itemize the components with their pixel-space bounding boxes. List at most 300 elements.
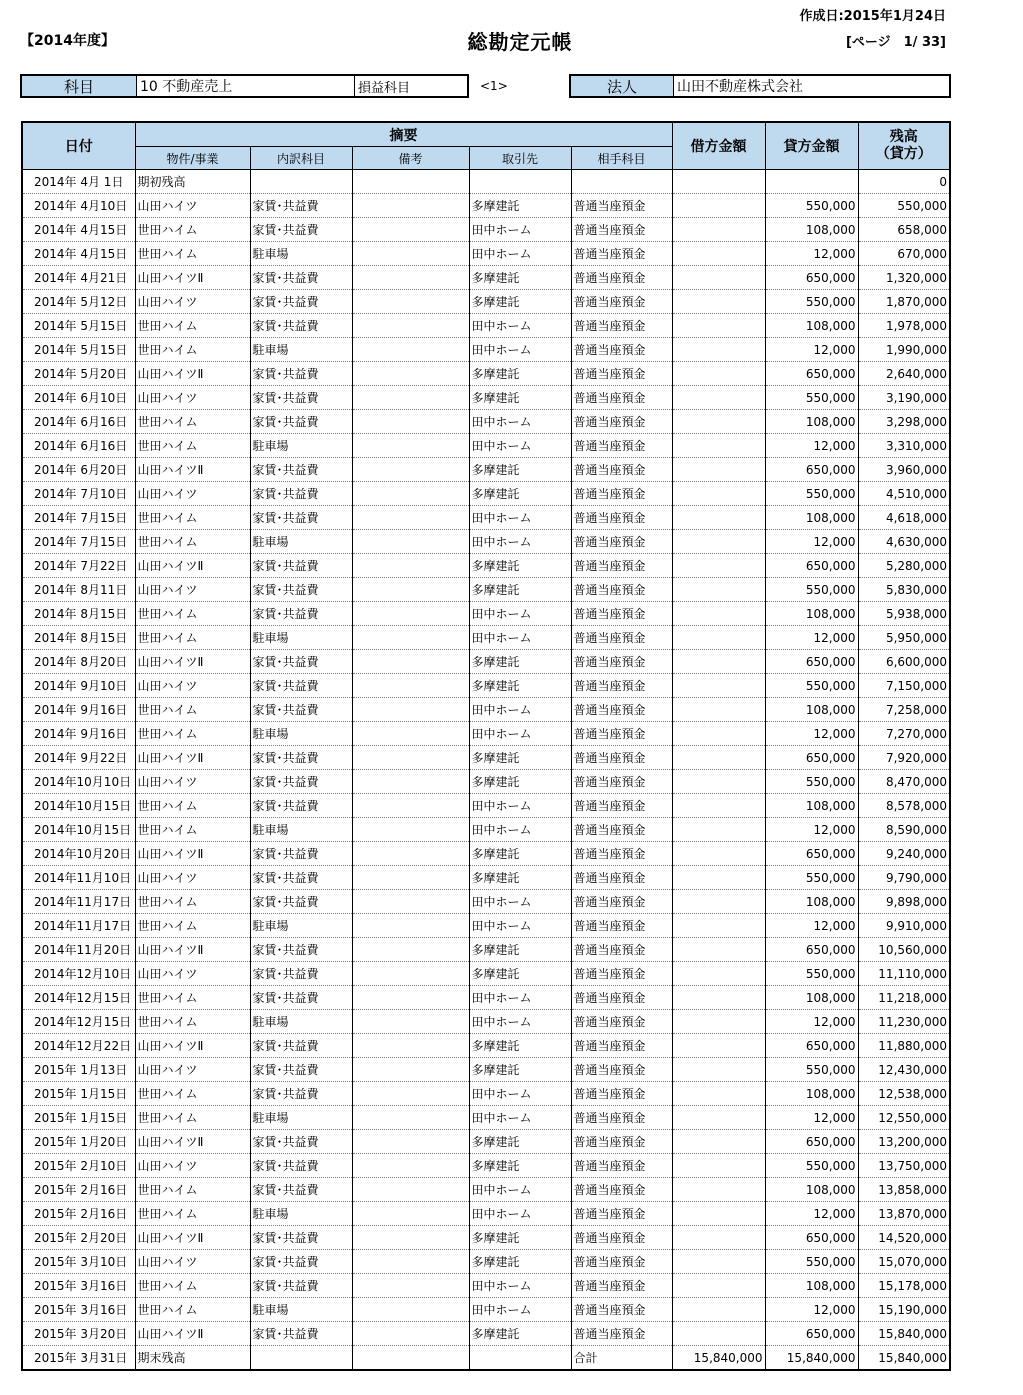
cell-breakdown: 家賃･共益費 bbox=[250, 218, 352, 242]
cell-counter: 普通当座預金 bbox=[571, 914, 672, 938]
cell-breakdown: 家賃･共益費 bbox=[250, 962, 352, 986]
cell-date: 2014年12月22日 bbox=[22, 1034, 135, 1058]
cell-debit bbox=[672, 866, 765, 890]
cell-breakdown: 駐車場 bbox=[250, 434, 352, 458]
cell-debit bbox=[672, 1082, 765, 1106]
cell-credit: 12,000 bbox=[765, 1298, 858, 1322]
cell-balance: 3,960,000 bbox=[858, 458, 950, 482]
cell-balance: 15,840,000 bbox=[858, 1322, 950, 1346]
account-sequence: <1> bbox=[480, 79, 508, 93]
cell-partner: 田中ホーム bbox=[469, 314, 571, 338]
cell-date: 2014年 4月10日 bbox=[22, 194, 135, 218]
cell-credit: 12,000 bbox=[765, 722, 858, 746]
cell-property: 山田ハイツⅡ bbox=[135, 1034, 250, 1058]
cell-breakdown: 家賃･共益費 bbox=[250, 1034, 352, 1058]
cell-partner: 田中ホーム bbox=[469, 1202, 571, 1226]
cell-property: 世田ハイム bbox=[135, 602, 250, 626]
table-row bbox=[22, 890, 950, 914]
table-row bbox=[22, 434, 950, 458]
cell-debit bbox=[672, 554, 765, 578]
cell-balance: 7,150,000 bbox=[858, 674, 950, 698]
table-row bbox=[22, 1058, 950, 1082]
fiscal-year: 【2014年度】 bbox=[20, 33, 115, 49]
cell-debit bbox=[672, 1058, 765, 1082]
cell-remarks bbox=[352, 674, 469, 698]
cell-remarks bbox=[352, 1178, 469, 1202]
cell-partner: 田中ホーム bbox=[469, 1274, 571, 1298]
cell-date: 2014年 4月15日 bbox=[22, 242, 135, 266]
cell-date: 2014年10月15日 bbox=[22, 794, 135, 818]
cell-breakdown bbox=[250, 170, 352, 194]
col-header-summary: 摘要 bbox=[135, 122, 672, 147]
cell-remarks bbox=[352, 938, 469, 962]
cell-breakdown: 家賃･共益費 bbox=[250, 1082, 352, 1106]
cell-date: 2015年 2月16日 bbox=[22, 1202, 135, 1226]
cell-counter: 普通当座預金 bbox=[571, 866, 672, 890]
cell-property: 山田ハイツⅡ bbox=[135, 458, 250, 482]
cell-partner bbox=[469, 1346, 571, 1371]
corporation-value: 山田不動産株式会社 bbox=[677, 79, 803, 95]
cell-date: 2015年 2月16日 bbox=[22, 1178, 135, 1202]
cell-date: 2014年 4月21日 bbox=[22, 266, 135, 290]
table-row bbox=[22, 962, 950, 986]
cell-credit: 650,000 bbox=[765, 266, 858, 290]
cell-date: 2014年11月17日 bbox=[22, 890, 135, 914]
cell-debit: 15,840,000 bbox=[672, 1346, 765, 1371]
cell-remarks bbox=[352, 1322, 469, 1346]
table-row bbox=[22, 722, 950, 746]
account-box bbox=[20, 74, 469, 98]
cell-property: 山田ハイツ bbox=[135, 962, 250, 986]
cell-partner: 多摩建託 bbox=[469, 1154, 571, 1178]
cell-partner: 多摩建託 bbox=[469, 962, 571, 986]
cell-balance: 3,310,000 bbox=[858, 434, 950, 458]
cell-counter: 普通当座預金 bbox=[571, 242, 672, 266]
cell-credit: 12,000 bbox=[765, 242, 858, 266]
cell-property: 期末残高 bbox=[135, 1346, 250, 1371]
cell-balance: 12,538,000 bbox=[858, 1082, 950, 1106]
cell-date: 2014年10月20日 bbox=[22, 842, 135, 866]
cell-debit bbox=[672, 1178, 765, 1202]
table-row bbox=[22, 866, 950, 890]
cell-date: 2014年 9月16日 bbox=[22, 698, 135, 722]
cell-breakdown bbox=[250, 1346, 352, 1371]
cell-breakdown: 家賃･共益費 bbox=[250, 986, 352, 1010]
cell-counter: 普通当座預金 bbox=[571, 290, 672, 314]
table-row bbox=[22, 266, 950, 290]
cell-date: 2014年11月17日 bbox=[22, 914, 135, 938]
cell-date: 2015年 3月20日 bbox=[22, 1322, 135, 1346]
cell-debit bbox=[672, 410, 765, 434]
cell-remarks bbox=[352, 650, 469, 674]
cell-breakdown: 家賃･共益費 bbox=[250, 890, 352, 914]
table-row bbox=[22, 1154, 950, 1178]
cell-counter: 普通当座預金 bbox=[571, 506, 672, 530]
cell-balance: 5,830,000 bbox=[858, 578, 950, 602]
cell-breakdown: 駐車場 bbox=[250, 1298, 352, 1322]
cell-debit bbox=[672, 1106, 765, 1130]
cell-debit bbox=[672, 1250, 765, 1274]
table-row bbox=[22, 170, 950, 194]
cell-date: 2014年10月10日 bbox=[22, 770, 135, 794]
cell-remarks bbox=[352, 506, 469, 530]
cell-remarks bbox=[352, 842, 469, 866]
cell-date: 2014年 5月15日 bbox=[22, 314, 135, 338]
table-row bbox=[22, 482, 950, 506]
cell-balance: 3,190,000 bbox=[858, 386, 950, 410]
cell-partner: 多摩建託 bbox=[469, 194, 571, 218]
cell-counter: 普通当座預金 bbox=[571, 1106, 672, 1130]
cell-breakdown: 駐車場 bbox=[250, 818, 352, 842]
cell-balance: 0 bbox=[858, 170, 950, 194]
cell-property: 世田ハイム bbox=[135, 818, 250, 842]
cell-counter: 普通当座預金 bbox=[571, 1298, 672, 1322]
cell-breakdown: 家賃･共益費 bbox=[250, 842, 352, 866]
cell-balance: 5,938,000 bbox=[858, 602, 950, 626]
cell-property: 山田ハイツⅡ bbox=[135, 1226, 250, 1250]
cell-breakdown: 家賃･共益費 bbox=[250, 554, 352, 578]
cell-credit: 650,000 bbox=[765, 362, 858, 386]
cell-counter: 普通当座預金 bbox=[571, 1130, 672, 1154]
cell-partner: 田中ホーム bbox=[469, 434, 571, 458]
cell-date: 2014年 8月20日 bbox=[22, 650, 135, 674]
cell-remarks bbox=[352, 194, 469, 218]
cell-credit: 108,000 bbox=[765, 218, 858, 242]
cell-debit bbox=[672, 1226, 765, 1250]
cell-credit: 550,000 bbox=[765, 1250, 858, 1274]
cell-debit bbox=[672, 650, 765, 674]
cell-partner: 田中ホーム bbox=[469, 602, 571, 626]
cell-breakdown: 家賃･共益費 bbox=[250, 938, 352, 962]
cell-remarks bbox=[352, 1034, 469, 1058]
table-row bbox=[22, 1130, 950, 1154]
cell-balance: 9,790,000 bbox=[858, 866, 950, 890]
cell-date: 2014年11月10日 bbox=[22, 866, 135, 890]
cell-property: 山田ハイツ bbox=[135, 1154, 250, 1178]
cell-partner: 田中ホーム bbox=[469, 1010, 571, 1034]
cell-property: 山田ハイツⅡ bbox=[135, 650, 250, 674]
cell-breakdown: 家賃･共益費 bbox=[250, 650, 352, 674]
cell-remarks bbox=[352, 722, 469, 746]
cell-breakdown: 家賃･共益費 bbox=[250, 386, 352, 410]
cell-credit: 108,000 bbox=[765, 986, 858, 1010]
cell-date: 2015年 3月10日 bbox=[22, 1250, 135, 1274]
cell-balance: 13,750,000 bbox=[858, 1154, 950, 1178]
cell-date: 2014年 5月15日 bbox=[22, 338, 135, 362]
cell-partner: 田中ホーム bbox=[469, 242, 571, 266]
cell-debit bbox=[672, 698, 765, 722]
cell-credit: 650,000 bbox=[765, 1226, 858, 1250]
cell-remarks bbox=[352, 746, 469, 770]
cell-date: 2014年 7月15日 bbox=[22, 530, 135, 554]
cell-credit: 12,000 bbox=[765, 1202, 858, 1226]
cell-date: 2015年 3月16日 bbox=[22, 1298, 135, 1322]
cell-debit bbox=[672, 506, 765, 530]
cell-partner: 多摩建託 bbox=[469, 1034, 571, 1058]
cell-credit: 108,000 bbox=[765, 1178, 858, 1202]
table-row bbox=[22, 626, 950, 650]
cell-partner: 田中ホーム bbox=[469, 986, 571, 1010]
cell-date: 2014年 6月16日 bbox=[22, 434, 135, 458]
cell-date: 2015年 1月20日 bbox=[22, 1130, 135, 1154]
cell-counter: 普通当座預金 bbox=[571, 1058, 672, 1082]
cell-breakdown: 家賃･共益費 bbox=[250, 770, 352, 794]
cell-partner: 田中ホーム bbox=[469, 1106, 571, 1130]
cell-credit: 650,000 bbox=[765, 938, 858, 962]
cell-debit bbox=[672, 1034, 765, 1058]
cell-date: 2014年 4月 1日 bbox=[22, 170, 135, 194]
cell-counter: 普通当座預金 bbox=[571, 458, 672, 482]
cell-balance: 670,000 bbox=[858, 242, 950, 266]
cell-credit: 650,000 bbox=[765, 746, 858, 770]
cell-breakdown: 家賃･共益費 bbox=[250, 1154, 352, 1178]
cell-credit: 108,000 bbox=[765, 794, 858, 818]
cell-property: 山田ハイツ bbox=[135, 290, 250, 314]
cell-debit bbox=[672, 842, 765, 866]
cell-date: 2015年 1月13日 bbox=[22, 1058, 135, 1082]
cell-remarks bbox=[352, 866, 469, 890]
cell-breakdown: 駐車場 bbox=[250, 338, 352, 362]
cell-balance: 12,430,000 bbox=[858, 1058, 950, 1082]
cell-counter: 普通当座預金 bbox=[571, 1082, 672, 1106]
cell-partner: 多摩建託 bbox=[469, 386, 571, 410]
cell-counter: 普通当座預金 bbox=[571, 794, 672, 818]
cell-debit bbox=[672, 1154, 765, 1178]
cell-breakdown: 駐車場 bbox=[250, 626, 352, 650]
cell-credit: 550,000 bbox=[765, 578, 858, 602]
cell-remarks bbox=[352, 314, 469, 338]
cell-property: 山田ハイツⅡ bbox=[135, 746, 250, 770]
cell-remarks bbox=[352, 578, 469, 602]
cell-breakdown: 駐車場 bbox=[250, 1010, 352, 1034]
cell-breakdown: 家賃･共益費 bbox=[250, 602, 352, 626]
table-row bbox=[22, 578, 950, 602]
cell-property: 世田ハイム bbox=[135, 1298, 250, 1322]
table-row bbox=[22, 314, 950, 338]
cell-counter: 普通当座預金 bbox=[571, 1178, 672, 1202]
cell-debit bbox=[672, 626, 765, 650]
cell-balance: 11,218,000 bbox=[858, 986, 950, 1010]
cell-credit: 12,000 bbox=[765, 1010, 858, 1034]
cell-credit: 550,000 bbox=[765, 866, 858, 890]
cell-property: 山田ハイツ bbox=[135, 482, 250, 506]
cell-counter: 普通当座預金 bbox=[571, 410, 672, 434]
cell-debit bbox=[672, 218, 765, 242]
cell-counter: 普通当座預金 bbox=[571, 1274, 672, 1298]
cell-debit bbox=[672, 890, 765, 914]
page-title: 総勘定元帳 bbox=[467, 30, 573, 54]
cell-property: 世田ハイム bbox=[135, 914, 250, 938]
cell-partner: 田中ホーム bbox=[469, 1178, 571, 1202]
cell-counter: 普通当座預金 bbox=[571, 218, 672, 242]
cell-property: 世田ハイム bbox=[135, 626, 250, 650]
cell-partner: 多摩建託 bbox=[469, 482, 571, 506]
cell-date: 2014年12月15日 bbox=[22, 986, 135, 1010]
cell-property: 山田ハイツⅡ bbox=[135, 266, 250, 290]
cell-date: 2015年 2月20日 bbox=[22, 1226, 135, 1250]
cell-debit bbox=[672, 914, 765, 938]
cell-counter: 普通当座預金 bbox=[571, 1322, 672, 1346]
cell-credit: 650,000 bbox=[765, 650, 858, 674]
cell-property: 山田ハイツⅡ bbox=[135, 554, 250, 578]
cell-remarks bbox=[352, 290, 469, 314]
cell-remarks bbox=[352, 554, 469, 578]
cell-date: 2014年 6月10日 bbox=[22, 386, 135, 410]
cell-remarks bbox=[352, 482, 469, 506]
cell-debit bbox=[672, 1298, 765, 1322]
col-header-property: 物件/事業 bbox=[135, 147, 250, 170]
cell-credit: 12,000 bbox=[765, 818, 858, 842]
cell-counter: 普通当座預金 bbox=[571, 362, 672, 386]
cell-property: 山田ハイツ bbox=[135, 770, 250, 794]
cell-balance: 550,000 bbox=[858, 194, 950, 218]
cell-breakdown: 家賃･共益費 bbox=[250, 698, 352, 722]
cell-counter: 普通当座預金 bbox=[571, 722, 672, 746]
cell-debit bbox=[672, 1274, 765, 1298]
cell-balance: 2,640,000 bbox=[858, 362, 950, 386]
cell-date: 2014年 8月11日 bbox=[22, 578, 135, 602]
cell-debit bbox=[672, 770, 765, 794]
cell-counter: 普通当座預金 bbox=[571, 338, 672, 362]
cell-property: 山田ハイツ bbox=[135, 866, 250, 890]
cell-partner: 田中ホーム bbox=[469, 218, 571, 242]
cell-credit: 650,000 bbox=[765, 842, 858, 866]
cell-breakdown: 駐車場 bbox=[250, 914, 352, 938]
cell-breakdown: 家賃･共益費 bbox=[250, 506, 352, 530]
table-row bbox=[22, 602, 950, 626]
cell-property: 世田ハイム bbox=[135, 434, 250, 458]
table-row bbox=[22, 818, 950, 842]
cell-date: 2014年 9月22日 bbox=[22, 746, 135, 770]
cell-property: 期初残高 bbox=[135, 170, 250, 194]
cell-debit bbox=[672, 1010, 765, 1034]
cell-balance: 15,840,000 bbox=[858, 1346, 950, 1371]
cell-balance: 3,298,000 bbox=[858, 410, 950, 434]
cell-breakdown: 家賃･共益費 bbox=[250, 482, 352, 506]
cell-remarks bbox=[352, 1010, 469, 1034]
cell-breakdown: 家賃･共益費 bbox=[250, 266, 352, 290]
cell-breakdown: 家賃･共益費 bbox=[250, 1250, 352, 1274]
cell-balance: 14,520,000 bbox=[858, 1226, 950, 1250]
cell-remarks bbox=[352, 1250, 469, 1274]
cell-remarks bbox=[352, 818, 469, 842]
cell-breakdown: 家賃･共益費 bbox=[250, 1226, 352, 1250]
cell-remarks bbox=[352, 170, 469, 194]
table-row bbox=[22, 1034, 950, 1058]
cell-property: 山田ハイツ bbox=[135, 386, 250, 410]
cell-counter: 普通当座預金 bbox=[571, 194, 672, 218]
cell-property: 世田ハイム bbox=[135, 1274, 250, 1298]
cell-partner: 多摩建託 bbox=[469, 746, 571, 770]
cell-property: 世田ハイム bbox=[135, 1010, 250, 1034]
cell-remarks bbox=[352, 434, 469, 458]
cell-partner: 田中ホーム bbox=[469, 530, 571, 554]
table-row bbox=[22, 554, 950, 578]
cell-debit bbox=[672, 1322, 765, 1346]
cell-debit bbox=[672, 938, 765, 962]
cell-counter: 普通当座預金 bbox=[571, 578, 672, 602]
cell-partner: 田中ホーム bbox=[469, 506, 571, 530]
cell-balance: 10,560,000 bbox=[858, 938, 950, 962]
cell-counter: 普通当座預金 bbox=[571, 986, 672, 1010]
cell-debit bbox=[672, 1130, 765, 1154]
table-row bbox=[22, 1274, 950, 1298]
cell-credit: 108,000 bbox=[765, 890, 858, 914]
cell-credit: 550,000 bbox=[765, 1154, 858, 1178]
table-row bbox=[22, 218, 950, 242]
page-number: [ページ 1/ 33] bbox=[845, 35, 946, 50]
cell-remarks bbox=[352, 1346, 469, 1371]
col-header-breakdown: 内訳科目 bbox=[250, 147, 352, 170]
cell-property: 世田ハイム bbox=[135, 1202, 250, 1226]
cell-remarks bbox=[352, 1058, 469, 1082]
cell-credit: 550,000 bbox=[765, 674, 858, 698]
cell-balance: 9,240,000 bbox=[858, 842, 950, 866]
table-row bbox=[22, 338, 950, 362]
cell-date: 2014年 4月15日 bbox=[22, 218, 135, 242]
cell-balance: 9,910,000 bbox=[858, 914, 950, 938]
table-row bbox=[22, 746, 950, 770]
cell-balance: 13,870,000 bbox=[858, 1202, 950, 1226]
cell-remarks bbox=[352, 1106, 469, 1130]
cell-breakdown: 家賃･共益費 bbox=[250, 1058, 352, 1082]
cell-debit bbox=[672, 242, 765, 266]
cell-date: 2014年10月15日 bbox=[22, 818, 135, 842]
cell-breakdown: 家賃･共益費 bbox=[250, 410, 352, 434]
cell-credit: 108,000 bbox=[765, 506, 858, 530]
cell-property: 世田ハイム bbox=[135, 506, 250, 530]
cell-debit bbox=[672, 794, 765, 818]
cell-balance: 1,870,000 bbox=[858, 290, 950, 314]
cell-credit: 108,000 bbox=[765, 698, 858, 722]
cell-partner: 多摩建託 bbox=[469, 458, 571, 482]
table-row bbox=[22, 386, 950, 410]
cell-balance: 4,630,000 bbox=[858, 530, 950, 554]
cell-counter: 普通当座預金 bbox=[571, 1250, 672, 1274]
cell-credit: 12,000 bbox=[765, 338, 858, 362]
cell-remarks bbox=[352, 626, 469, 650]
cell-property: 世田ハイム bbox=[135, 1106, 250, 1130]
cell-property: 世田ハイム bbox=[135, 698, 250, 722]
cell-date: 2014年 8月15日 bbox=[22, 626, 135, 650]
cell-date: 2014年 9月16日 bbox=[22, 722, 135, 746]
cell-property: 山田ハイツⅡ bbox=[135, 1130, 250, 1154]
cell-remarks bbox=[352, 1130, 469, 1154]
cell-breakdown: 駐車場 bbox=[250, 722, 352, 746]
cell-debit bbox=[672, 1202, 765, 1226]
cell-credit: 108,000 bbox=[765, 314, 858, 338]
cell-remarks bbox=[352, 1082, 469, 1106]
cell-partner: 多摩建託 bbox=[469, 554, 571, 578]
cell-credit: 550,000 bbox=[765, 290, 858, 314]
cell-breakdown: 家賃･共益費 bbox=[250, 290, 352, 314]
table-row bbox=[22, 1202, 950, 1226]
cell-counter: 普通当座預金 bbox=[571, 1226, 672, 1250]
cell-credit: 650,000 bbox=[765, 1130, 858, 1154]
account-value: 10 不動産売上 bbox=[137, 76, 355, 96]
col-header-balance: 残高 （貸方） bbox=[858, 122, 950, 170]
cell-counter: 普通当座預金 bbox=[571, 1034, 672, 1058]
cell-credit: 650,000 bbox=[765, 1034, 858, 1058]
cell-balance: 7,258,000 bbox=[858, 698, 950, 722]
cell-remarks bbox=[352, 386, 469, 410]
table-row bbox=[22, 290, 950, 314]
cell-credit: 12,000 bbox=[765, 434, 858, 458]
cell-credit: 12,000 bbox=[765, 914, 858, 938]
cell-property: 山田ハイツ bbox=[135, 194, 250, 218]
cell-balance: 7,270,000 bbox=[858, 722, 950, 746]
cell-counter: 普通当座預金 bbox=[571, 266, 672, 290]
